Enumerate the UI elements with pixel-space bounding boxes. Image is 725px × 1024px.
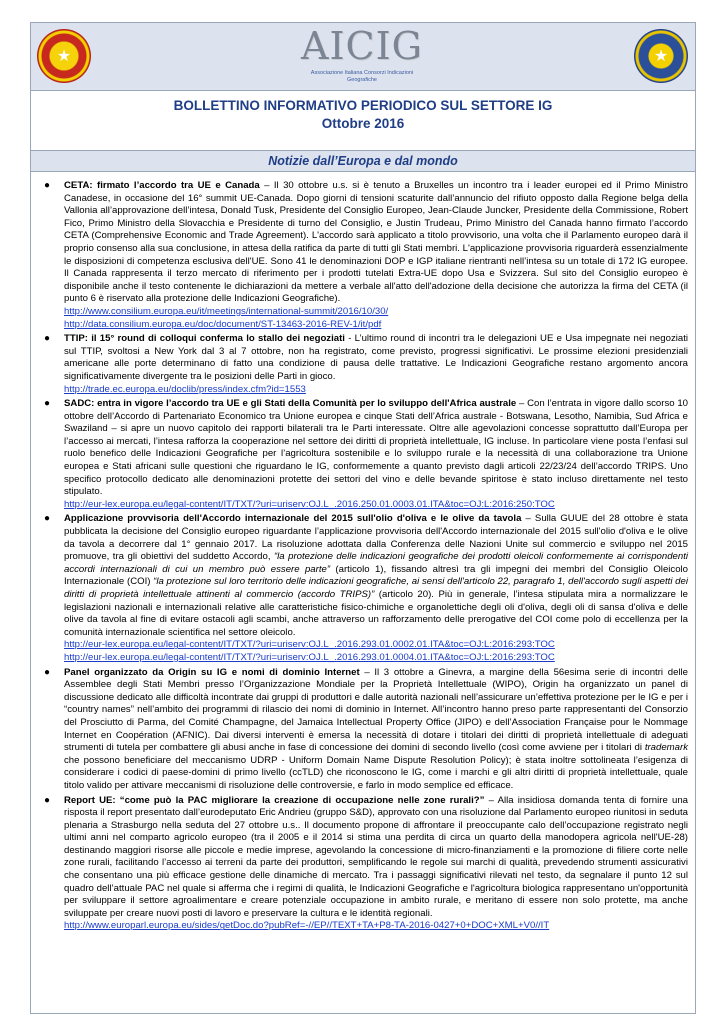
news-headline: SADC: entra in vigore l’accordo tra UE e gli Stati della Comunità per lo sviluppo dell'Africa australe [64, 398, 517, 410]
news-link[interactable]: http://trade.ec.europa.eu/doclib/press/index.cfm?id=1553 [64, 383, 306, 395]
news-item-olive-oil [38, 513, 688, 664]
news-link[interactable]: http://www.consilium.europa.eu/it/meetings/international-summit/2016/10/30/ [64, 305, 389, 317]
news-item-sadc [38, 398, 688, 511]
news-item-pac-report [38, 795, 688, 934]
news-link[interactable]: http://eur-lex.europa.eu/legal-content/IT/TXT/?uri=uriserv:OJ.L_.2016.250.01.0003.01.ITA&toc=OJ:L:2016:250:TOC [64, 498, 555, 510]
news-headline: TTIP: il 15° round di colloqui conferma lo stallo dei negoziati [64, 333, 345, 345]
bulletin-title [31, 97, 695, 133]
section-title: Notizie dall’Europa e dal mondo [268, 154, 458, 168]
bullet-icon: ● [44, 666, 51, 678]
aicig-logo [298, 24, 426, 86]
news-body: – Con l’entrata in vigore dallo scorso 10 ottobre dell’Accordo di Partenariato Economico tra Unione europea e cinque Stati dell’Africa australe - Botswana, Lesotho, Namibia, Sud Africa e Swaziland – si apre un nuovo capitolo dei rapporti bilaterali tra le Parti interessate. Oltre alle agevolazioni concesse soprattutto dall’Europa per l’accesso ai mercati, l’intesa rafforza la cooperazione nel settore dei diritti di proprietà intellettuale, IG incluse. In particolare viene posta l’enfasi sul ruolo benefico delle Indicazioni Geografiche per l’agricoltura sostenibile e lo sviluppo rurale e la necessità di una collaborazione tra Unione europea e Stati africani sulle questioni che riguardano le IG, conformemente a quanto previsto dagli articoli 22/23/24 dell’accordo TRIPS. Uno specifico protocollo dedicato alle denominazioni protette dei settori del vino e delle bevande spiritose è stato incluso direttamente nel testo stipulato. [64, 398, 689, 498]
news-link[interactable]: http://data.consilium.europa.eu/doc/document/ST-13463-2016-REV-1/it/pdf [64, 318, 382, 330]
news-body: - L’ultimo round di incontri tra le delegazioni UE e Usa impegnate nei negoziati sul TTIP, svoltosi a New York dal 3 al 7 ottobre, non ha registrato, come previsto, progressi significativi. Le prossime elezioni presidenziali americane alle porte determinano di fatto una condizione di pausa delle trattative. Le Indicazioni Geografiche restano argomento ancora significativamente divergente tra le posizioni delle Parti in gioco. [64, 333, 689, 382]
news-headline: Panel organizzato da Origin su IG e nomi di dominio Internet [64, 666, 360, 678]
news-body: – Sulla GUUE del 28 ottobre è stata pubblicata la decisione del Consiglio europeo riguardante l’applicazione provvisoria dell'Accordo internazionale del 2015 sull'olio d'oliva e le olive da tavola a decorrere dal 1° gennaio 2017. La risoluzione adottata dalla Conferenza delle Nazioni Unite sul commercio e sviluppo nel 2015 promuove, tra gli obiettivi del suddetto Accordo, [64, 513, 688, 563]
news-item-ttip [38, 333, 688, 396]
bullet-icon: ● [44, 180, 51, 191]
news-body: – Alla insidiosa domanda tenta di fornire una risposta il report presentato dall’eurodeputato Eric Andrieu (gruppo S&D), approvato con una risoluzione dal Parlamento europeo riunitosi in seduta plenaria a Strasburgo nella seduta del 27 ottobre u.s.. Il documento propone di affrontare il preoccupante calo dell’occupazione registrato negli ultimi anni nel comparto agricolo europeo (tra il 2005 e il 2014 si stima una perdita di circa un quarto della manodopera agricola nell'UE-28) destinando maggiori risorse alle piccole e medie imprese, agevolando la concessione di micro-finanziamenti e la promozione di filiere corte nelle zone rurali, facilitando l’accesso ai terreni da parte dei produttori, semplificando le regole sui marchi di qualità, prevedendo strumenti assicurativi che consentano una più efficace gestione delle dinamiche di mercato. Tra i passaggi significativi rilevati nel testo, da segnalare il punto 12 sul quadro dell’attuale PAC nel quale si afferma che i regimi di qualità, le Indicazioni Geografiche e l'agricoltura biologica rappresentano un'opportunità per sviluppare il settore agroalimentare e creare potenziale occupazione in ambito rurale, e meritano di essere non solo protette, ma anche sviluppate per creare nuovi posti di lavoro e preservare la cultura e le identità regionali. [64, 794, 688, 919]
logo-mark: AICIG [301, 24, 423, 68]
news-body: (articolo 1), fissando altresì tra gli impegni dei membri del Consiglio Oleicolo Internazionale (COI) [64, 563, 689, 588]
logo-subtitle: Associazione Italiana Consorzi Indicazioni Geografiche [310, 70, 414, 83]
news-quote: “la protezione delle indicazioni geografiche dei prodotti oleicoli conformemente ai corrispondenti accordi internazionali di cui un membro può essere parte” [64, 551, 689, 575]
news-link[interactable]: http://www.europarl.europa.eu/sides/getDoc.do?pubRef=-//EP//TEXT+TA+P8-TA-2016-0427+0+DOC+XML+V0//IT [64, 920, 550, 932]
news-body: (articolo 20). Più in generale, l’intesa stipulata mira a normalizzare le legislazioni nazionali e internazionali relative alle caratteristiche fisico-chimiche e organolettiche degli oli d'oliva, degli oli di sansa d'oliva e delle olive da tavola al fine di evitare ostacoli agli scambi, anche attraverso un rafforzamento delle prerogative del COI come polo di eccellenza per la comunità internazionale scientifica nel settore oleicolo. [64, 589, 688, 638]
news-link[interactable]: http://eur-lex.europa.eu/legal-content/IT/TXT/?uri=uriserv:OJ.L_.2016.293.01.0004.01.ITA&toc=OJ:L:2016:293:TOC [64, 651, 555, 663]
news-quote: “la protezione sul loro territorio delle indicazioni geografiche, ai sensi dell'articolo 22, paragrafo 1, dell'accordo sugli aspetti dei diritti di proprietà intellettuale attinenti al commercio (accordo TRIPS)” [64, 576, 688, 600]
news-body: – Il 30 ottobre u.s. si è tenuto a Bruxelles un incontro tra i leader europei ed il Primo Ministro Canadese, in occasione del 16° summit UE-Canada. Dopo giorni di tensioni scaturite dall’annuncio del rifiuto opposto dalla Regione belga della Vallonia all’approvazione dell’intesa, Donald Tusk, Presidente del Consiglio Europeo, Jean-Claude Juncker, Presidente della Commissione, Robert Fico, Primo Ministro della Slovacchia e Presidente di turno del Consiglio, e Justin Trudeau, Primo Ministro del Canada hanno firmato l’accordo CETA (Comprehensive Economic and Trade Agreement). L'accordo sarà applicato a titolo provvisorio, una volta che il Parlamento europeo darà il proprio consenso alla sua conclusione, in attesa della ratifica da parte di tutti gli Stati membri. L'applicazione provvisoria riguarderà essenzialmente le disposizioni di competenza esclusiva dell'UE. Sono 41 le denominazioni DOP e IGP italiane rientranti nell’intesa su un totale di 172 IG europee. Il Canada rappresenta il terzo mercato di riferimento per i prodotti tutelati Extra-UE dopo Usa e Svizzera. Sul sito del Consiglio europeo è disponibile anche il testo contenente le dichiarazioni da mettere a verbale all'atto dell'adozione della decisione che autorizza la firma del CETA (il punto 6 è riservato alla protezione delle Indicazioni Geografiche). [64, 180, 688, 305]
igp-seal-icon: ★ [634, 29, 688, 83]
news-item-ceta [38, 180, 688, 331]
dop-seal-icon: ★ [37, 29, 91, 83]
bullet-icon: ● [44, 398, 51, 410]
section-header [31, 150, 695, 172]
bullet-icon: ● [44, 513, 51, 525]
title-line-1: BOLLETTINO INFORMATIVO PERIODICO SUL SETTORE IG [173, 98, 553, 113]
news-body: che possono beneficiare del meccanismo UDRP - Uniform Domain Name Dispute Resolution Policy); è stata inoltre sottolineata l’esigenza di considerare i codici di paese-domini di primo livello (ccTLD) che riconoscono le IG, come i marchi e gli altri diritti di proprietà intellettuale, quale titolo valido per attivare meccanismi di risoluzione delle controversie, e farlo in modo semplice ed efficace. [64, 754, 688, 791]
news-list [38, 180, 688, 935]
bullet-icon: ● [44, 333, 51, 345]
news-link[interactable]: http://eur-lex.europa.eu/legal-content/IT/TXT/?uri=uriserv:OJ.L_.2016.293.01.0002.01.ITA&toc=OJ:L:2016:293:TOC [64, 639, 555, 651]
news-headline: CETA: firmato l’accordo tra UE e Canada [64, 180, 260, 191]
news-item-origin-panel [38, 667, 688, 793]
news-headline: Applicazione provvisoria dell'Accordo internazionale del 2015 sull'olio d'oliva e le olive da tavola [64, 513, 522, 525]
news-headline: Report UE: “come può la PAC migliorare la creazione di occupazione nelle zone rurali?” [64, 794, 485, 806]
news-body: – Il 3 ottobre a Ginevra, a margine della 56esima serie di incontri delle Assemblee degli Stati Membri presso l’Organizzazione Mondiale per la Proprietà Intellettuale (WIPO), Origin ha organizzato un panel di discussione dedicato alle difficoltà incontrate dai gruppi di produttori e dalle autorità nazionali nell’assicurare un’effettiva protezione per le IG e per i “country names” nell’ambito dei programmi di rilascio dei nomi di dominio in Internet. All’incontro hanno preso parte rappresentanti del Consorzio del Prosciutto di Parma, del Comité Champagne, del Jamaica Intellectual Property Office (JIPO) e dell’Association Française pour le Nommage Internet en Coopération (AFNIC). Dai diversi interventi è emersa la necessità di dotare i titolari dei diritti di proprietà intellettuale di adeguati strumenti di tutela per combattere gli abusi anche in fase di concessione dei domini di secondo livello (così come avviene per i titolari di [64, 666, 688, 754]
news-term: trademark [644, 742, 688, 754]
title-line-2: Ottobre 2016 [321, 116, 405, 131]
bullet-icon: ● [44, 794, 51, 806]
